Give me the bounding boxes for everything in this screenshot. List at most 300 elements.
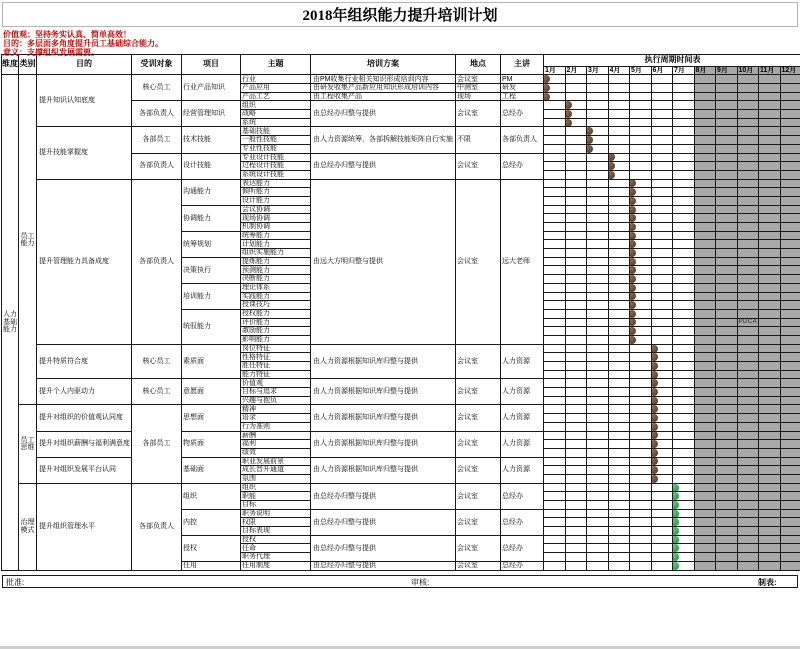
month-cell	[651, 223, 673, 232]
month-cell	[651, 144, 673, 153]
month-cell	[716, 275, 738, 284]
month-cell	[608, 231, 630, 240]
month-cell	[565, 162, 587, 171]
cell-category: 员工能力	[19, 75, 37, 405]
month-cell	[759, 231, 781, 240]
gantt-dot	[565, 101, 572, 109]
month-cell	[587, 405, 609, 414]
month-cell	[587, 101, 609, 110]
gantt-dot	[651, 362, 658, 370]
gantt-dot	[630, 223, 637, 231]
month-cell	[780, 283, 800, 292]
month-cell	[608, 196, 630, 205]
gantt-dot	[673, 492, 680, 500]
month-cell	[694, 335, 716, 344]
month-cell	[780, 448, 800, 457]
month-cell	[716, 101, 738, 110]
gantt-dot	[544, 75, 551, 83]
cell-speaker: 总经办	[501, 483, 544, 509]
month-cell	[780, 431, 800, 440]
month-cell	[651, 518, 673, 527]
month-cell	[716, 170, 738, 179]
month-cell	[651, 440, 673, 449]
month-cell	[737, 266, 759, 275]
month-cell	[608, 379, 630, 388]
cell-plan: 由人力资源统筹，各部拆解技能矩阵自行实施	[311, 127, 456, 153]
cell-purpose: 提升知识认知底度	[37, 75, 132, 127]
cell-speaker: PM	[501, 75, 544, 84]
month-cell	[737, 448, 759, 457]
cell-audience: 各部负责人	[132, 153, 182, 179]
gantt-dot	[673, 536, 680, 544]
month-cell	[587, 440, 609, 449]
month-cell	[759, 353, 781, 362]
month-cell	[673, 110, 695, 119]
cell-speaker: 各部负责人	[501, 127, 544, 153]
month-cell	[565, 196, 587, 205]
month-cell	[544, 396, 566, 405]
month-cell	[759, 92, 781, 101]
month-cell	[737, 283, 759, 292]
cell-purpose: 提升技能掌握度	[37, 127, 132, 179]
month-cell	[565, 249, 587, 258]
month-cell	[608, 309, 630, 318]
month-cell	[759, 257, 781, 266]
month-cell	[759, 544, 781, 553]
month-cell	[630, 266, 652, 275]
month-cell	[630, 388, 652, 397]
month-cell	[630, 370, 652, 379]
month-cell	[737, 92, 759, 101]
month-cell	[630, 431, 652, 440]
tabulate-label: 制表:	[758, 577, 777, 587]
month-cell	[694, 231, 716, 240]
month-cell	[544, 101, 566, 110]
month-cell	[608, 92, 630, 101]
month-cell	[673, 162, 695, 171]
month-cell	[716, 292, 738, 301]
cell-theme: 决断能力	[241, 275, 311, 284]
month-cell	[608, 501, 630, 510]
month-cell	[673, 561, 695, 570]
month-cell	[565, 379, 587, 388]
month-cell	[608, 162, 630, 171]
month-cell	[673, 379, 695, 388]
cell-theme: 目标	[241, 501, 311, 510]
month-cell	[737, 353, 759, 362]
month-cell	[780, 257, 800, 266]
title-bar	[2, 2, 798, 27]
cell-location: 现场	[456, 92, 501, 101]
month-cell	[716, 283, 738, 292]
cell-project: 培训能力	[182, 283, 241, 309]
month-cell	[694, 240, 716, 249]
month-cell	[565, 92, 587, 101]
month-cell	[608, 301, 630, 310]
table-body	[2, 75, 800, 570]
month-cell	[694, 353, 716, 362]
month-cell	[780, 457, 800, 466]
gantt-dot	[608, 171, 615, 179]
month-cell	[630, 327, 652, 336]
month-cell	[716, 257, 738, 266]
month-cell	[780, 492, 800, 501]
month-cell	[565, 492, 587, 501]
month-cell	[544, 266, 566, 275]
month-cell	[608, 136, 630, 145]
month-cell	[759, 188, 781, 197]
cell-purpose: 提升对组织的价值观认同度	[37, 405, 132, 431]
month-cell	[587, 275, 609, 284]
month-cell	[630, 335, 652, 344]
month-cell	[737, 535, 759, 544]
month-cell	[780, 153, 800, 162]
month-cell	[759, 240, 781, 249]
month-cell	[587, 344, 609, 353]
cell-theme: 行为准则	[241, 422, 311, 431]
cell-speaker: 总经办	[501, 101, 544, 127]
signature-row	[2, 575, 798, 588]
cell-plan: 由工程收集产品	[311, 92, 456, 101]
cell-location: 会议室	[456, 379, 501, 405]
month-cell	[587, 144, 609, 153]
cell-theme: 战略	[241, 110, 311, 119]
month-cell	[587, 492, 609, 501]
month-cell	[780, 362, 800, 371]
cell-theme: 授权	[241, 535, 311, 544]
month-cell	[587, 249, 609, 258]
month-cell	[759, 457, 781, 466]
month-cell	[737, 344, 759, 353]
cell-plan: 由总经办归整与提供	[311, 561, 456, 570]
month-cell	[759, 379, 781, 388]
month-cell	[737, 414, 759, 423]
month-cell	[716, 509, 738, 518]
cell-theme: 任命	[241, 544, 311, 553]
month-cell	[608, 544, 630, 553]
month-cell	[587, 92, 609, 101]
month-cell	[694, 440, 716, 449]
month-cell	[694, 223, 716, 232]
month-cell	[587, 509, 609, 518]
month-cell	[630, 396, 652, 405]
month-cell	[651, 553, 673, 562]
cell-plan: 由人力资源根据知识库归整与提供	[311, 405, 456, 431]
month-cell	[780, 144, 800, 153]
month-cell	[587, 318, 609, 327]
month-cell	[565, 448, 587, 457]
month-cell	[544, 388, 566, 397]
month-cell	[651, 431, 673, 440]
month-cell	[780, 162, 800, 171]
month-cell	[565, 474, 587, 483]
month-cell	[608, 527, 630, 536]
header-audience: 受训对象	[132, 55, 182, 75]
month-cell	[694, 170, 716, 179]
cell-theme: 职能	[241, 492, 311, 501]
month-cell	[587, 388, 609, 397]
month-cell	[716, 231, 738, 240]
month-cell	[716, 249, 738, 258]
month-cell	[694, 553, 716, 562]
cell-theme: 行业	[241, 75, 311, 84]
cell-theme: 预测能力	[241, 266, 311, 275]
month-cell	[608, 561, 630, 570]
month-cell	[608, 240, 630, 249]
gantt-dot	[630, 249, 637, 257]
month-cell	[587, 196, 609, 205]
month-cell	[630, 231, 652, 240]
month-cell	[737, 422, 759, 431]
month-cell	[716, 153, 738, 162]
month-cell	[759, 249, 781, 258]
month-cell	[565, 561, 587, 570]
header-location: 地点	[456, 55, 501, 75]
month-cell	[630, 527, 652, 536]
month-cell	[587, 431, 609, 440]
month-cell	[544, 153, 566, 162]
month-cell	[587, 283, 609, 292]
month-cell	[694, 249, 716, 258]
month-cell	[716, 431, 738, 440]
cell-project: 思想面	[182, 405, 241, 431]
cell-audience: 各部员工	[132, 405, 182, 483]
month-cell	[737, 231, 759, 240]
month-cell	[694, 474, 716, 483]
month-cell	[780, 292, 800, 301]
cell-theme: 基础技能	[241, 127, 311, 136]
month-cell	[587, 327, 609, 336]
month-cell	[780, 75, 800, 84]
month-cell	[716, 136, 738, 145]
month-cell	[630, 509, 652, 518]
month-cell	[737, 405, 759, 414]
cell-theme: 评价能力	[241, 318, 311, 327]
month-cell	[716, 501, 738, 510]
month-cell	[608, 101, 630, 110]
month-cell	[565, 553, 587, 562]
month-cell	[651, 370, 673, 379]
month-cell	[651, 101, 673, 110]
month-cell	[651, 162, 673, 171]
month-cell	[759, 118, 781, 127]
month-cell	[651, 414, 673, 423]
month-cell	[608, 84, 630, 93]
cell-theme: 组织	[241, 483, 311, 492]
month-cell	[694, 561, 716, 570]
month-cell	[630, 283, 652, 292]
month-cell	[759, 492, 781, 501]
month-cell	[565, 483, 587, 492]
month-cell	[565, 101, 587, 110]
gantt-dot	[673, 562, 680, 570]
cell-speaker: 远大老师	[501, 179, 544, 344]
month-cell	[608, 362, 630, 371]
cell-project: 组织	[182, 483, 241, 509]
month-cell	[630, 561, 652, 570]
cell-category: 治理模式	[19, 483, 37, 570]
cell-project: 统筹规划	[182, 231, 241, 257]
month-cell	[608, 440, 630, 449]
month-cell	[673, 309, 695, 318]
month-cell	[737, 118, 759, 127]
month-cell	[544, 144, 566, 153]
month-cell	[759, 553, 781, 562]
month-cell	[780, 170, 800, 179]
month-cell	[759, 162, 781, 171]
cell-purpose: 提升组织管理水平	[37, 483, 132, 570]
month-cell	[673, 396, 695, 405]
month-cell	[759, 527, 781, 536]
cell-project: 任用	[182, 561, 241, 570]
month-cell	[737, 457, 759, 466]
month-cell	[587, 544, 609, 553]
cell-location: 会议室	[456, 344, 501, 379]
month-cell	[565, 405, 587, 414]
month-cell	[608, 492, 630, 501]
month-cell	[630, 422, 652, 431]
month-cell	[759, 214, 781, 223]
month-cell	[608, 223, 630, 232]
month-cell	[587, 527, 609, 536]
table-row	[2, 75, 800, 84]
month-cell	[608, 188, 630, 197]
month-cell	[651, 118, 673, 127]
month-cell	[544, 509, 566, 518]
cell-theme: 胜任特征	[241, 362, 311, 371]
month-cell	[565, 353, 587, 362]
cell-theme: 职务说明	[241, 509, 311, 518]
month-cell	[737, 327, 759, 336]
month-cell	[587, 362, 609, 371]
cell-speaker: 人力资源	[501, 344, 544, 379]
month-cell	[780, 396, 800, 405]
month-cell	[694, 388, 716, 397]
month-cell	[587, 75, 609, 84]
month-cell	[544, 292, 566, 301]
month-cell	[737, 335, 759, 344]
cell-speaker: 总经办	[501, 153, 544, 179]
month-cell	[737, 110, 759, 119]
cell-theme: 组织实施能力	[241, 249, 311, 258]
month-cell	[673, 483, 695, 492]
page-title: 2018年组织能力提升培训计划	[302, 8, 498, 24]
month-cell	[673, 492, 695, 501]
month-cell	[651, 362, 673, 371]
month-cell	[673, 553, 695, 562]
month-cell	[544, 466, 566, 475]
cell-location: 会议室	[456, 101, 501, 127]
month-cell	[651, 448, 673, 457]
month-cell	[673, 170, 695, 179]
month-cell	[608, 335, 630, 344]
month-cell	[630, 110, 652, 119]
month-cell	[565, 127, 587, 136]
month-cell	[716, 422, 738, 431]
month-cell	[759, 335, 781, 344]
cell-audience: 各部负责人	[132, 101, 182, 127]
month-cell	[651, 544, 673, 553]
month-cell	[630, 440, 652, 449]
month-cell	[673, 205, 695, 214]
month-cell	[630, 75, 652, 84]
month-cell	[694, 414, 716, 423]
month-cell	[737, 509, 759, 518]
month-cell	[587, 414, 609, 423]
month-cell	[630, 405, 652, 414]
month-cell	[587, 240, 609, 249]
cell-project: 素质面	[182, 344, 241, 379]
month-cell	[651, 153, 673, 162]
month-cell	[673, 466, 695, 475]
month-cell	[716, 309, 738, 318]
month-cell	[651, 214, 673, 223]
month-cell	[651, 335, 673, 344]
month-cell	[608, 422, 630, 431]
cell-location: 会议室	[456, 483, 501, 509]
month-cell	[587, 501, 609, 510]
cell-project: 基础面	[182, 457, 241, 483]
cell-theme: 过程设计技能	[241, 162, 311, 171]
month-cell	[544, 474, 566, 483]
cell-plan: 由总经办归整与提供	[311, 483, 456, 509]
month-cell	[673, 544, 695, 553]
month-cell	[694, 309, 716, 318]
month-cell	[565, 344, 587, 353]
month-cell	[780, 266, 800, 275]
month-cell	[544, 414, 566, 423]
month-cell	[780, 101, 800, 110]
cell-theme: 专业性技能	[241, 144, 311, 153]
cell-purpose: 提升特质符合度	[37, 344, 132, 379]
review-label: 审核:	[411, 577, 430, 587]
month-cell	[608, 179, 630, 188]
month-cell	[673, 335, 695, 344]
month-cell	[651, 196, 673, 205]
month-cell	[608, 118, 630, 127]
month-cell	[673, 440, 695, 449]
month-cell	[716, 318, 738, 327]
cell-theme: 价值观	[241, 379, 311, 388]
month-cell	[673, 101, 695, 110]
intro-values-line: 价值观：坚持务实认真、简单高效！	[3, 30, 131, 39]
month-cell	[565, 275, 587, 284]
month-cell	[630, 92, 652, 101]
month-cell	[737, 292, 759, 301]
month-cell	[780, 223, 800, 232]
month-cell	[565, 457, 587, 466]
month-cell	[565, 535, 587, 544]
cell-audience: 核心员工	[132, 75, 182, 101]
month-cell	[759, 223, 781, 232]
month-cell	[673, 292, 695, 301]
month-cell	[587, 535, 609, 544]
month-cell	[759, 422, 781, 431]
cell-plan: 由总经办归整与提供	[311, 153, 456, 179]
cell-project: 内控	[182, 509, 241, 535]
gantt-dot	[630, 275, 637, 283]
table-row	[2, 179, 800, 188]
cell-theme: 岗位特征	[241, 344, 311, 353]
month-cell	[780, 370, 800, 379]
month-cell	[780, 414, 800, 423]
month-cell	[630, 127, 652, 136]
header-theme: 主题	[241, 55, 311, 75]
gantt-dot	[544, 84, 551, 92]
month-cell	[694, 535, 716, 544]
month-cell	[673, 240, 695, 249]
month-cell	[780, 518, 800, 527]
